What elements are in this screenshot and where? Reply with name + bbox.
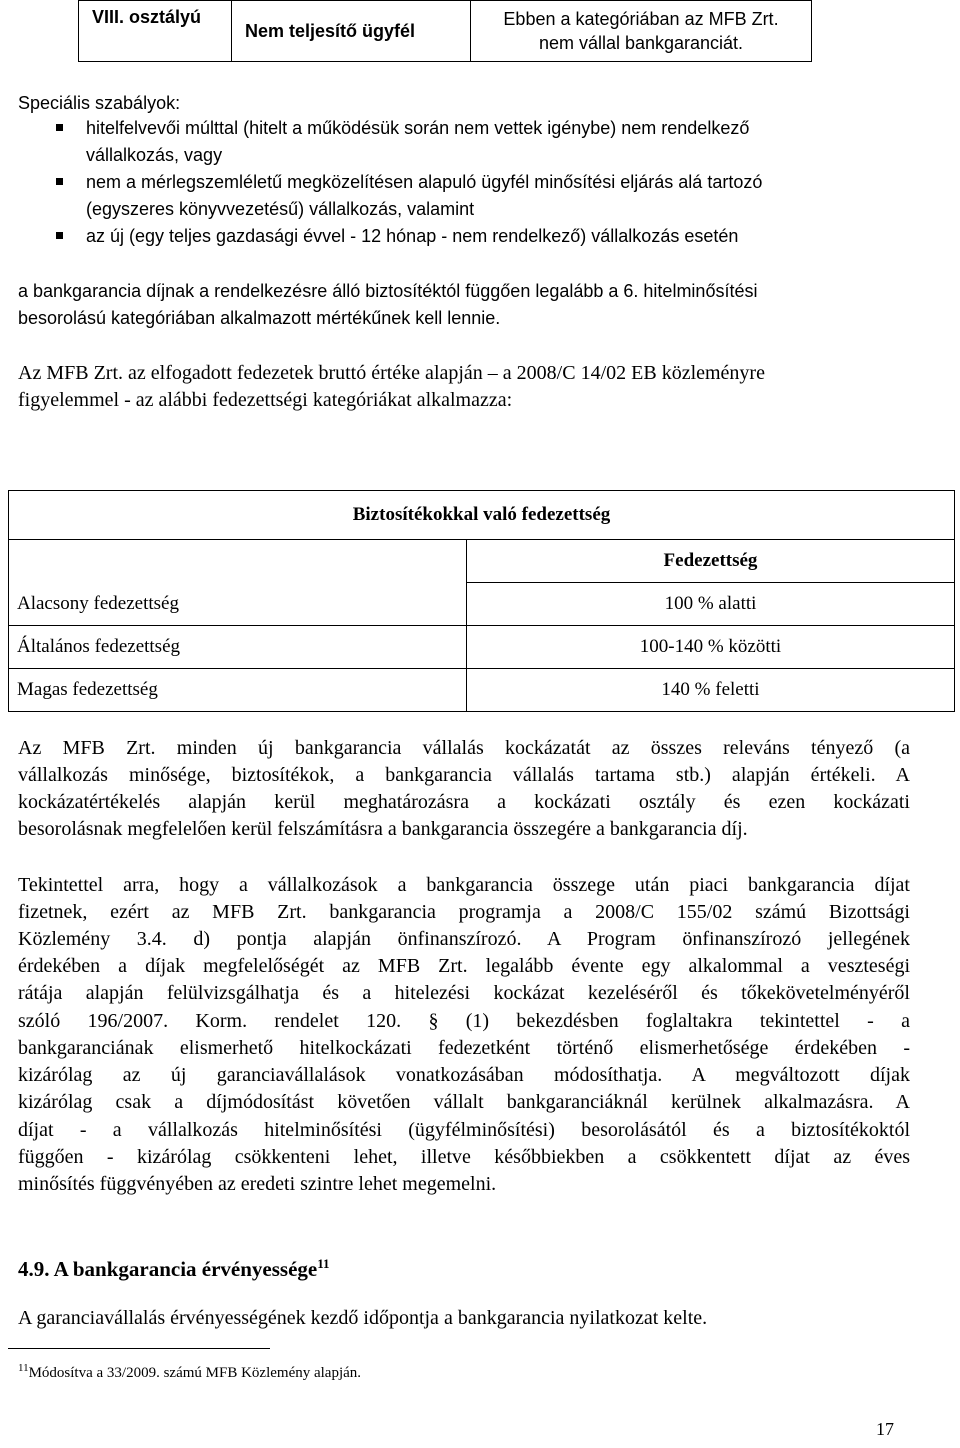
market-line: kizárólag az új garanciavállalások vonatkozásában módosíthatja. A megváltozott díjak: [18, 1064, 910, 1086]
section-text: A garanciavállalás érvényességének kezdő időpontja a bankgarancia nyilatkozat kelte.: [18, 1307, 708, 1329]
market-line: Tekintettel arra, hogy a vállalkozások a bankgarancia összege után piaci bankgarancia díjat: [18, 874, 910, 896]
footnote-number: 11: [18, 1362, 29, 1374]
market-line: függően - kizárólag csökkenteni lehet, illetve későbbiekben a csökkentett díjat az éves: [18, 1146, 910, 1168]
market-line: érdekében a díjak megfelelőségét az MFB Zrt. legalább évente egy alkalommal a veszteségi: [18, 955, 910, 977]
rule-conclusion-line: besorolású kategóriában alkalmazott mértékűnek kell lennie.: [18, 308, 501, 328]
bullet-marker: [56, 232, 63, 239]
market-line: bankgaranciának elismerhető hitelkockázati fedezetként történő elismerhetősége érdekében -: [18, 1037, 910, 1059]
client-cell: [232, 1, 471, 62]
coverage-row-value: 100-140 % közötti: [467, 626, 955, 669]
coverage-row-label: Alacsony fedezettség: [9, 583, 467, 626]
section-heading-text: 4.9. A bankgarancia érvényessége: [18, 1257, 318, 1281]
coverage-table: [8, 490, 955, 712]
class-cell: [79, 1, 232, 62]
footnote: [18, 1358, 361, 1383]
coverage-row-label: Általános fedezettség: [9, 626, 467, 669]
section-heading: [18, 1250, 330, 1283]
class-table: [78, 0, 812, 62]
risk-line: kockázatértékelés alapján kerül meghatározásra a kockázati osztály és ezen kockázati: [18, 791, 910, 813]
market-line: Közlemény 3.4. d) pontja alapján önfinanszírozó. A Program önfinanszírozó jellegének: [18, 928, 910, 950]
footnote-text: Módosítva a 33/2009. számú MFB Közlemény alapján.: [28, 1365, 362, 1381]
rule-line: hitelfelvevői múlttal (hitelt a működésük során nem vettek igénybe) nem rendelkező: [86, 118, 750, 138]
market-line: szóló 196/2007. Korm. rendelet 120. § (1) bekezdésben foglaltakra tekintettel - a: [18, 1010, 910, 1032]
note-line: nem vállal bankgaranciát.: [538, 33, 744, 53]
rule-conclusion-line: a bankgarancia díjnak a rendelkezésre álló biztosítéktól függően legalább a 6. hitelminősítési: [18, 281, 758, 301]
class-label: VIII. osztályú: [92, 7, 202, 27]
section-footnote-ref[interactable]: 11: [317, 1256, 330, 1271]
special-rules-heading: Speciális szabályok:: [18, 93, 181, 113]
bullet-marker: [56, 178, 63, 185]
bullet-marker: [56, 124, 63, 131]
risk-line: besorolásnak megfelelően kerül felszámításra a bankgarancia összegére a bankgarancia díj.: [18, 818, 748, 840]
coverage-row-label: Magas fedezettség: [9, 669, 467, 712]
rule-line: (egyszeres könyvvezetésű) vállalkozás, valamint: [86, 199, 475, 219]
market-line: minősítés függvényében az eredeti szintre lehet megemelni.: [18, 1173, 497, 1195]
page-number: 17: [876, 1419, 894, 1439]
coverage-row-value: 100 % alatti: [467, 583, 955, 626]
coverage-table-title: Biztosítékokkal való fedezettség: [9, 491, 955, 540]
intro-line: Az MFB Zrt. az elfogadott fedezetek bruttó értéke alapján – a 2008/C 14/02 EB közleményre: [18, 362, 765, 384]
note-line: Ebben a kategóriában az MFB Zrt.: [503, 9, 779, 29]
note-cell: [471, 1, 812, 62]
coverage-empty-cell: [9, 540, 467, 583]
market-line: rátája alapján felülvizsgálhatja és a hitelezési kockázat kezeléséről és tőkekövetelményéről: [18, 982, 910, 1004]
intro-line: figyelemmel - az alábbi fedezettségi kategóriákat alkalmazza:: [18, 389, 513, 411]
client-label: Nem teljesítő ügyfél: [245, 21, 416, 41]
rule-line: az új (egy teljes gazdasági évvel - 12 hónap - nem rendelkező) vállalkozás esetén: [86, 226, 739, 246]
risk-line: Az MFB Zrt. minden új bankgarancia vállalás kockázatát az összes releváns tényező (a: [18, 737, 910, 759]
market-line: fizetnek, ezért az MFB Zrt. bankgarancia programja a 2008/C 155/02 számú Bizottsági: [18, 901, 910, 923]
market-line: díjat - a vállalkozás hitelminősítési (ügyfélminősítési) besorolásától és a biztosítékoktól: [18, 1119, 910, 1141]
coverage-row-value: 140 % feletti: [467, 669, 955, 712]
market-line: kizárólag csak a díjmódosítást követően vállalt bankgaranciáknál kerülnek alkalmazásra. A: [18, 1091, 910, 1113]
rule-line: nem a mérlegszemléletű megközelítésen alapuló ügyfél minősítési eljárás alá tartozó: [86, 172, 763, 192]
rule-line: vállalkozás, vagy: [86, 145, 223, 165]
note-text: [471, 7, 811, 55]
risk-line: vállalkozás minősége, biztosítékok, a bankgarancia vállalás tartama stb.) alapján értékeli. A: [18, 764, 910, 786]
footnote-separator: [8, 1348, 270, 1349]
coverage-column-header: Fedezettség: [467, 540, 955, 583]
